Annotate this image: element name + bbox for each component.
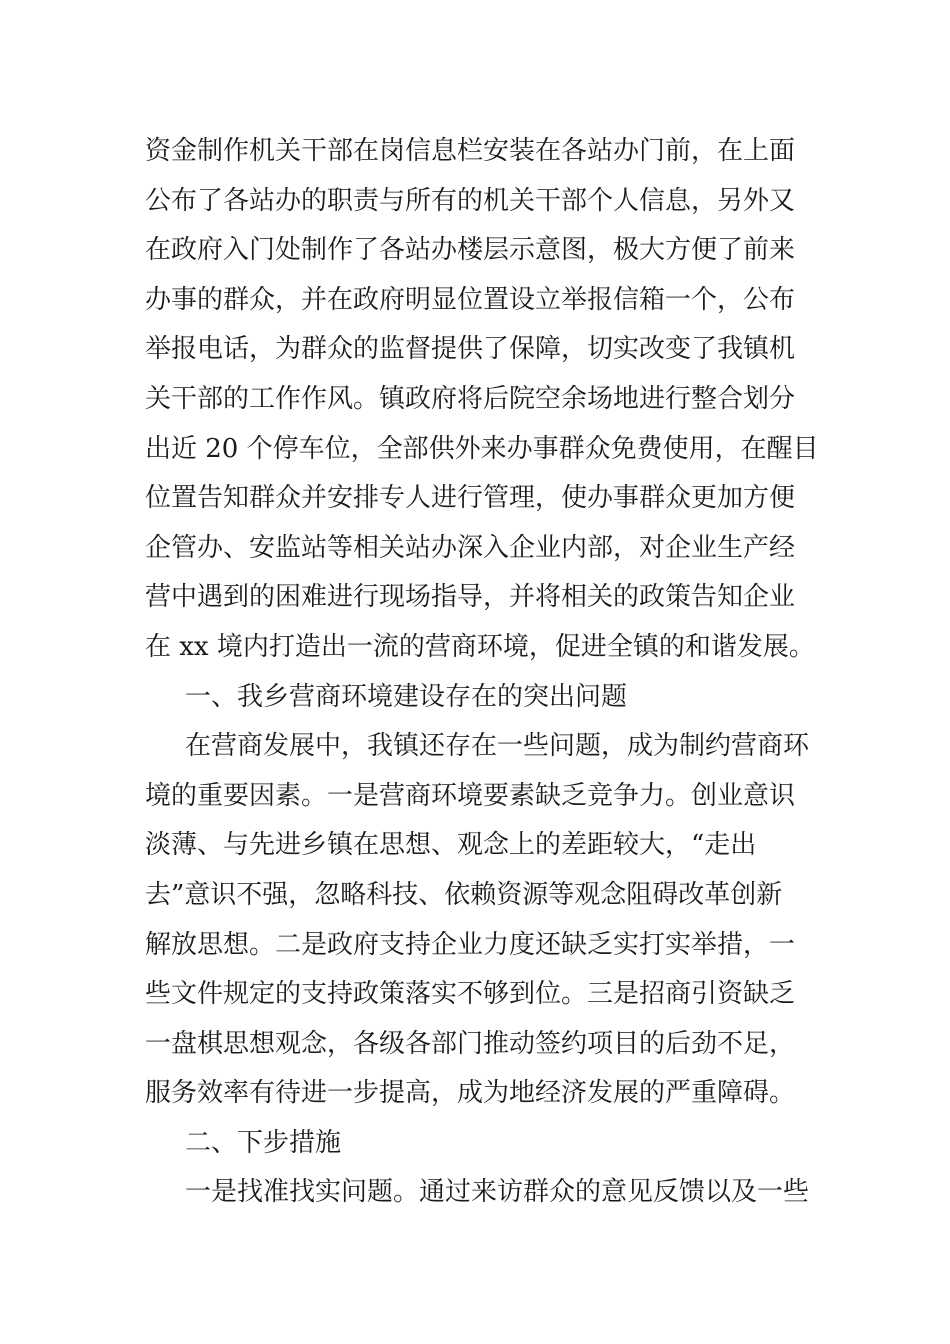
paragraph-start: 在营商发展中，我镇还存在一些问题，成为制约营商环 [185,731,810,762]
text-line: 服务效率有待进一步提高，成为地经济发展的严重障碍。 [145,1078,796,1109]
text-line: 去”意识不强，忽略科技、依赖资源等观念阻碍改革创新 [145,879,783,910]
text-line: 举报电话，为群众的监督提供了保障，切实改变了我镇机 [145,334,796,365]
text-line: 资金制作机关干部在岗信息栏安装在各站办门前，在上面 [145,136,796,166]
text-line: 企管办、安监站等相关站办深入企业内部，对企业生产经 [145,532,796,563]
text-line: 淡薄、与先进乡镇在思想、观念上的差距较大，“走出 [145,830,757,861]
text-line: 在 xx 境内打造出一流的营商环境，促进全镇的和谐发展。 [145,631,815,662]
text-line: 些文件规定的支持政策落实不够到位。三是招商引资缺乏 [145,979,796,1010]
text-line: 解放思想。二是政府支持企业力度还缺乏实打实举措，一 [145,929,796,960]
text-line: 关干部的工作作风。镇政府将后院空余场地进行整合划分 [145,383,796,414]
text-line: 办事的群众，并在政府明显位置设立举报信箱一个，公布 [145,284,796,315]
text-line: 营中遇到的困难进行现场指导，并将相关的政策告知企业 [145,582,796,613]
section-heading: 一、我乡营商环境建设存在的突出问题 [185,681,628,712]
text-line: 境的重要因素。一是营商环境要素缺乏竞争力。创业意识 [145,780,796,811]
body-text [145,127,819,1218]
text-line: 在政府入门处制作了各站办楼层示意图，极大方便了前来 [145,235,796,266]
paragraph-start: 一是找准找实问题。通过来访群众的意见反馈以及一些 [185,1177,810,1208]
text-line: 位置告知群众并安排专人进行管理，使办事群众更加方便 [145,483,796,514]
text-line: 一盘棋思想观念，各级各部门推动签约项目的后劲不足， [145,1028,796,1059]
text-line: 出近 20 个停车位，全部供外来办事群众免费使用，在醒目 [145,433,819,464]
text-line: 公布了各站办的职责与所有的机关干部个人信息，另外又 [145,185,796,216]
section-heading: 二、下步措施 [185,1127,342,1158]
